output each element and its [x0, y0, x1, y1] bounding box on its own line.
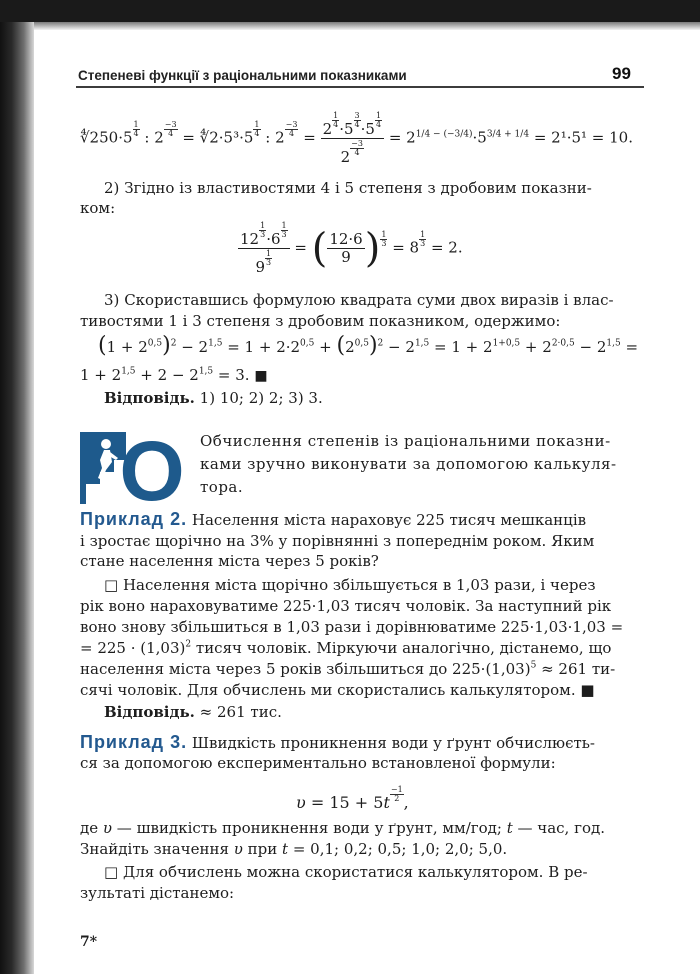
- example-2-line-2: і зростає щорічно на 3% у порівнянні з попереднім роком. Яким: [80, 532, 595, 550]
- note-icon: [78, 424, 185, 518]
- formula-velocity: υ = 15 + 5t $\frac{-1}{2}$ ,: [296, 785, 409, 813]
- example-3-line-2: ся за допомогою експериментально встановленої формули:: [80, 754, 556, 772]
- end-of-solution-square-icon: ■: [580, 681, 595, 699]
- note-line-3: тора.: [200, 478, 244, 496]
- example-2-solution-1: □ Населення міста щорічно збільшується в 1,03 рази, і через: [104, 576, 596, 594]
- page-binding-shadow: [0, 0, 34, 974]
- solution-start-square-icon: □: [104, 863, 119, 881]
- scan-top-edge: [0, 0, 700, 22]
- svg-text:О: О: [119, 424, 185, 518]
- item-3-text: Скориставшись формулою квадрата суми двох виразів і влас-: [124, 291, 614, 309]
- note-line-1: Обчислення степенів із раціональними показни-: [200, 432, 611, 450]
- item-2-text: Згідно із властивостями 4 і 5 степеня з дробовим показни-: [124, 179, 592, 197]
- example-2-line-1: [80, 509, 586, 530]
- note-line-2: ками зручно виконувати за допомогою калькуля-: [200, 455, 617, 473]
- example-2-solution-3: воно знову збільшиться в 1,03 рази і дорівнюватиме 225·1,03·1,03 =: [80, 618, 624, 636]
- formula-item-3-line-2: $1 + 2^{1,5} + 2 - 2^{1,5} = 3$. ■: [80, 366, 268, 384]
- formula-line-1: ∜250·5 $\frac{1}{4}$ : 2 $\frac{-3}{4}$ = ∜2·5³·5 $\frac{1}{4}$ : 2 $\frac{-3}{4}$ = 2 $\frac{1}{4}$ ·5 $\frac{3}{4}$ ·5 $\frac{1}{4}$ 2 $\frac{-3}{4}$ = $2^{1/4 - (-3/4)}\cdot 5^{3/4 + 1/4} = 2^1\cdot 5^1 = 10$.: [80, 111, 633, 167]
- climbing-figure-icon: [78, 424, 185, 518]
- header-rule: [76, 86, 644, 88]
- answer-1: [104, 388, 323, 408]
- solution-start-square-icon: □: [104, 576, 119, 594]
- formula-item-2: 12 $\frac{1}{3}$ ·6 $\frac{1}{3}$ 9 $\frac{1}{3}$ = ( $\frac{12\cdot 6}{9}$ ) $\frac{1}{3}$ = 8 $\frac{1}{3}$ = 2.: [240, 221, 463, 277]
- example-2-label: Приклад 2.: [80, 509, 188, 529]
- example-3-solution-1: □ Для обчислень можна скористатися калькулятором. В ре-: [104, 863, 588, 881]
- answer-1-label: Відповідь.: [104, 389, 195, 407]
- example-3-solution-2: зультаті дістанемо:: [80, 884, 235, 902]
- example-2-solution-6: сячі чоловік. Для обчислень ми скористались калькулятором. ■: [80, 681, 595, 699]
- item-3-line-1: [104, 290, 614, 310]
- scan-top-shadow: [34, 22, 700, 30]
- example-2-solution-2: рік воно нараховуватиме 225·1,03 тисяч чоловік. За наступний рік: [80, 597, 612, 615]
- example-2-solution-4: = $225 \cdot (1,03)^2$ тисяч чоловік. Міркуючи аналогічно, дістанемо, що: [80, 639, 612, 657]
- example-2-solution-5: населення міста через 5 років збільшиться до $225\cdot(1,03)^5 \approx 261$ ти-: [80, 660, 616, 678]
- example-3-label: Приклад 3.: [80, 732, 188, 752]
- item-2-line-2: ком:: [80, 199, 116, 217]
- item-3-label: 3): [104, 291, 120, 309]
- item-2-line-1: [104, 178, 592, 198]
- page-number: 99: [612, 64, 631, 83]
- item-2-label: 2): [104, 179, 120, 197]
- example-3-definitions: де υ — швидкість проникнення води у ґрунт, мм/год; t — час, год.: [80, 819, 605, 837]
- example-3-line-1: [80, 732, 595, 753]
- footer-signature-mark: 7*: [80, 934, 98, 950]
- example-3-task: Знайдіть значення υ при t = 0,1; 0,2; 0,5; 1,0; 2,0; 5,0.: [80, 840, 508, 858]
- formula-item-3-line-1: $(1 + 2^{0,5})^2 - 2^{1,5} = 1 + 2\cdot 2^{0,5} + (2^{0,5})^2 - 2^{1,5} = 1 + 2^{1+0,5} + 2^{2\cdot 0,5} - 2^{1,5}$ =: [98, 333, 639, 358]
- example-2-line-3: стане населення міста через 5 років?: [80, 552, 379, 570]
- answer-1-text: 1) 10; 2) 2; 3) 3.: [199, 389, 323, 407]
- item-3-line-2: тивостями 1 і 3 степеня з дробовим показником, одержимо:: [80, 312, 561, 330]
- example-2-answer: Відповідь. ≈ 261 тис.: [104, 703, 282, 721]
- example-3-text-1: Швидкість проникнення води у ґрунт обчислюєть-: [191, 734, 596, 752]
- running-header-title: Степеневі функції з раціональними показниками: [78, 68, 407, 83]
- example-2-text-1: Населення міста нараховує 225 тисяч мешканців: [191, 511, 587, 529]
